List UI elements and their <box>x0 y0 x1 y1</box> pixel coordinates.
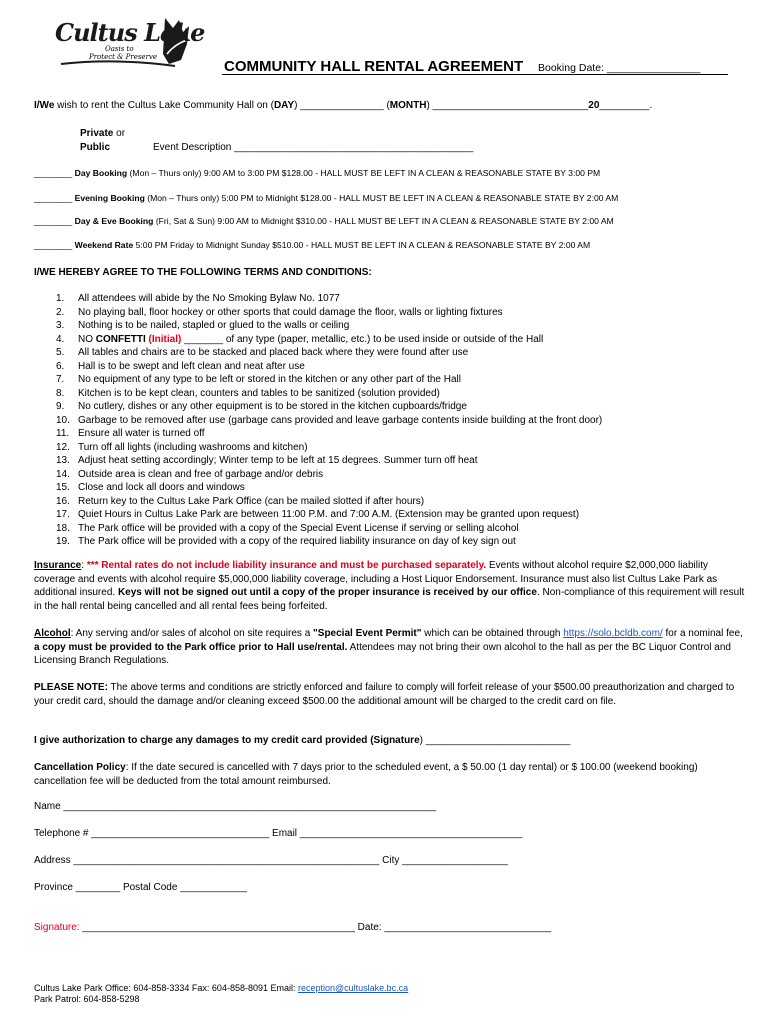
terms-item <box>56 373 602 387</box>
booking-detail: (Fri, Sat & Sun) 9:00 AM to Midnight $310.00 - HALL MUST BE LEFT IN A CLEAN & REASONABLE STATE BY 2:00 AM <box>153 216 614 226</box>
terms-item <box>56 387 602 401</box>
authorization-line[interactable] <box>34 735 570 746</box>
terms-text: Hall is to be swept and left clean and neat after use <box>78 360 305 372</box>
booking-name: Day & Eve Booking <box>74 216 154 226</box>
insurance-text-2: . Non-compliance of this requirement will result in the hall rental being cancelled and all rental fees being forfeited. <box>34 587 745 612</box>
terms-number: 18. <box>56 522 70 534</box>
event-type-private <box>80 128 125 139</box>
terms-text: Outside area is clean and free of garbage and/or debris <box>78 468 324 480</box>
terms-item <box>56 319 602 333</box>
bcldb-link[interactable]: https://solo.bcldb.com/ <box>563 628 663 639</box>
booking-name: Weekend Rate <box>74 240 134 250</box>
terms-item <box>56 481 602 495</box>
alcohol-text-2: which can be obtained through <box>421 628 564 639</box>
terms-item <box>56 400 602 414</box>
terms-number: 19. <box>56 536 70 547</box>
logo-tagline-2: Protect & Preserve <box>89 53 158 61</box>
signature-label: Signature: <box>34 922 80 933</box>
terms-text: NO <box>78 333 96 345</box>
alcohol-text-3: for a nominal fee, <box>662 628 743 639</box>
terms-text: Adjust heat setting accordingly; Winter temp to be left at 15 degrees. Summer turn off heat <box>78 455 478 466</box>
terms-number: 2. <box>56 306 65 318</box>
terms-item <box>56 495 602 509</box>
footer-office-info: Cultus Lake Park Office: 604-858-3334 Fax: 604-858-8091 Email: <box>34 983 298 993</box>
terms-item <box>56 508 602 522</box>
terms-text: No equipment of any type to be left or stored in the kitchen or any other part of the Hall <box>78 374 461 385</box>
terms-item-confetti <box>56 333 602 347</box>
private-label: Private <box>80 128 114 139</box>
authorization-signature-field[interactable]: ) __________________________ <box>419 735 571 746</box>
booking-option-weekend[interactable] <box>34 240 590 250</box>
insurance-label: Insurance <box>34 560 82 571</box>
insurance-paragraph <box>34 559 749 613</box>
terms-item <box>56 346 602 360</box>
logo-name: Cultus Lake <box>55 18 205 47</box>
or-label: or <box>113 128 126 139</box>
terms-text: Close and lock all doors and windows <box>78 482 245 493</box>
terms-number: 11. <box>56 428 70 439</box>
booking-detail: (Mon – Thurs only) 5:00 PM to Midnight $128.00 - HALL MUST BE LEFT IN A CLEAN & REASONABLE STATE BY 2:00 AM <box>144 193 619 203</box>
terms-item <box>56 468 602 482</box>
footer-email-link[interactable]: reception@cultuslake.bc.ca <box>297 983 409 993</box>
terms-item <box>56 535 602 549</box>
telephone-email-field[interactable]: Telephone # ________________________________ Email ________________________________________ <box>34 828 523 839</box>
event-description-field[interactable]: Event Description ___________________________________________ <box>153 142 474 153</box>
please-note-label: PLEASE NOTE: <box>34 682 108 693</box>
rent-year: 20 <box>588 100 600 111</box>
authorization-label: I give authorization to charge any damages to my credit card provided (Signature <box>34 735 420 746</box>
insurance-keys-notice: Keys will not be signed out until a copy of the proper insurance is received by our office <box>117 587 537 598</box>
booking-detail: (Mon – Thurs only) 9:00 AM to 3:00 PM $128.00 - HALL MUST BE LEFT IN A CLEAN & REASONABLE STATE BY 3:00 PM <box>127 168 601 178</box>
terms-text: Return key to the Cultus Lake Park Office (can be mailed slotted if after hours) <box>78 495 425 507</box>
terms-text: The Park office will be provided with a copy of the required liability insurance on day of key sign out <box>78 536 516 547</box>
terms-number: 9. <box>56 401 65 412</box>
terms-item <box>56 360 602 374</box>
terms-text: All tables and chairs are to be stacked and placed back where they were found after use <box>78 347 469 358</box>
cancellation-label: Cancellation Policy <box>34 762 126 773</box>
insurance-text-1: Events without alcohol require $2,000,000 liability coverage and events with alcohol require $5,000,000 liability coverage, including a Host Liquor Endorsement. Insurance must also list Cultus Lake Park as additional insured. <box>34 560 718 598</box>
terms-text: All attendees will abide by the No Smoking Bylaw No. 1077 <box>78 293 340 304</box>
terms-number: 10. <box>56 414 70 426</box>
cancellation-paragraph <box>34 761 749 788</box>
alcohol-text-4: Attendees may not bring their own alcohol to the hall as per the BC Liquor Control and Licensing Branch Regulations. <box>34 641 731 666</box>
booking-blank: ________ <box>34 240 73 250</box>
terms-text: of any type (paper, metallic, etc.) to be used inside or outside of the Hall <box>223 333 544 345</box>
booking-option-evening[interactable] <box>34 193 618 203</box>
address-city-field[interactable]: Address _______________________________________________________ City ___________________ <box>34 855 508 866</box>
terms-number: 15. <box>56 482 70 493</box>
terms-item <box>56 414 602 428</box>
rent-text-3: ) ____________________________ <box>426 100 589 111</box>
terms-text: Turn off all lights (including washrooms and kitchen) <box>78 441 308 453</box>
document-title: COMMUNITY HALL RENTAL AGREEMENT <box>224 58 524 75</box>
terms-number: 3. <box>56 320 65 331</box>
terms-number: 5. <box>56 347 65 358</box>
cultus-lake-logo <box>55 14 205 72</box>
cancellation-text: : If the date secured is cancelled with 7 days prior to the scheduled event, a $ 50.00 (1 day rental) or $ 100.00 (weekend booking) cancellation fee will be deducted from the total amount reimbursed. <box>34 762 698 787</box>
terms-text: No playing ball, floor hockey or other sports that could damage the floor, walls or lighting fixtures <box>78 306 503 318</box>
terms-item <box>56 454 602 468</box>
booking-name: Day Booking <box>74 168 128 178</box>
booking-blank: ________ <box>34 216 73 226</box>
terms-number: 4. <box>56 333 65 345</box>
alcohol-text-1: : Any serving and/or sales of alcohol on site requires a <box>70 628 314 639</box>
terms-text: Quiet Hours in Cultus Lake Park are between 11:00 P.M. and 7:00 A.M. (Extension may be granted upon request) <box>78 509 580 520</box>
footer-contact <box>34 983 408 993</box>
logo-tagline-1: Oasis to <box>105 45 134 53</box>
rent-text-2: ) _______________ ( <box>294 100 390 111</box>
please-note-text: The above terms and conditions are strictly enforced and failure to comply will forfeit release of your $500.00 preauthorization and charged to your credit card, should the damage and/or cleaning exceed $500.00 the additional amount will be charged to the credit card on file. <box>34 682 735 707</box>
alcohol-label: Alcohol <box>34 628 71 639</box>
terms-text: Garbage to be removed after use (garbage cans provided and leave garbage contents inside building at the front door) <box>78 414 603 426</box>
terms-text: Kitchen is to be kept clean, counters and tables to be sanitized (solution provided) <box>78 387 440 399</box>
terms-number: 12. <box>56 441 70 453</box>
rent-line <box>34 100 652 111</box>
terms-text: No cutlery, dishes or any other equipment is to be stored in the kitchen cupboards/fridge <box>78 401 467 412</box>
rent-iwe: I/We <box>34 100 55 111</box>
please-note-paragraph <box>34 681 749 708</box>
terms-item <box>56 441 602 455</box>
terms-number: 6. <box>56 360 65 372</box>
initial-field[interactable]: _______ <box>181 333 224 345</box>
booking-option-day[interactable] <box>34 168 600 178</box>
terms-number: 7. <box>56 374 65 385</box>
rent-text-4: _________. <box>599 100 653 111</box>
title-underline <box>222 74 728 75</box>
terms-list <box>56 292 602 549</box>
terms-number: 16. <box>56 495 70 507</box>
booking-name: Evening Booking <box>74 193 145 203</box>
name-field[interactable]: Name ___________________________________________________________________ <box>34 801 437 812</box>
special-event-permit: "Special Event Permit" <box>313 628 422 639</box>
rent-month: MONTH <box>389 100 427 111</box>
terms-text: Nothing is to be nailed, stapled or glued to the walls or ceiling <box>78 320 350 331</box>
terms-number: 14. <box>56 468 70 480</box>
terms-number: 8. <box>56 387 65 399</box>
terms-number: 1. <box>56 293 65 304</box>
alcohol-paragraph <box>34 627 749 668</box>
terms-item <box>56 306 602 320</box>
insurance-colon: : <box>81 560 87 571</box>
booking-blank: ________ <box>34 193 73 203</box>
province-postal-field[interactable]: Province ________ Postal Code ____________ <box>34 882 247 893</box>
terms-text: The Park office will be provided with a copy of the Special Event License if serving or selling alcohol <box>78 522 519 534</box>
rent-day: DAY <box>273 100 295 111</box>
booking-option-day-eve[interactable] <box>34 216 614 226</box>
booking-blank: ________ <box>34 168 73 178</box>
booking-date-label: Booking Date: ________________ <box>538 62 701 74</box>
terms-text: Ensure all water is turned off <box>78 428 205 439</box>
terms-item <box>56 522 602 536</box>
booking-detail: 5:00 PM Friday to Midnight Sunday $510.00 - HALL MUST BE LEFT IN A CLEAN & REASONABLE STATE BY 2:00 AM <box>133 240 591 250</box>
signature-line[interactable]: _________________________________________________ Date: ______________________________ <box>79 922 552 933</box>
initial-label: (Initial) <box>145 333 182 345</box>
alcohol-copy-notice: a copy must be provided to the Park office prior to Hall use/rental. <box>34 641 348 653</box>
insurance-warning: *** Rental rates do not include liability insurance and must be purchased separately. <box>86 560 487 571</box>
terms-item <box>56 427 602 441</box>
public-label: Public <box>80 142 111 153</box>
confetti-label: CONFETTI <box>95 333 146 345</box>
footer-park-patrol: Park Patrol: 604-858-5298 <box>34 994 140 1004</box>
terms-heading: I/WE HEREBY AGREE TO THE FOLLOWING TERMS AND CONDITIONS: <box>34 267 372 278</box>
terms-number: 17. <box>56 509 70 520</box>
terms-item <box>56 292 602 306</box>
terms-number: 13. <box>56 455 70 466</box>
signature-date-field[interactable] <box>34 922 551 933</box>
rent-text-1: wish to rent the Cultus Lake Community Hall on ( <box>54 100 274 111</box>
